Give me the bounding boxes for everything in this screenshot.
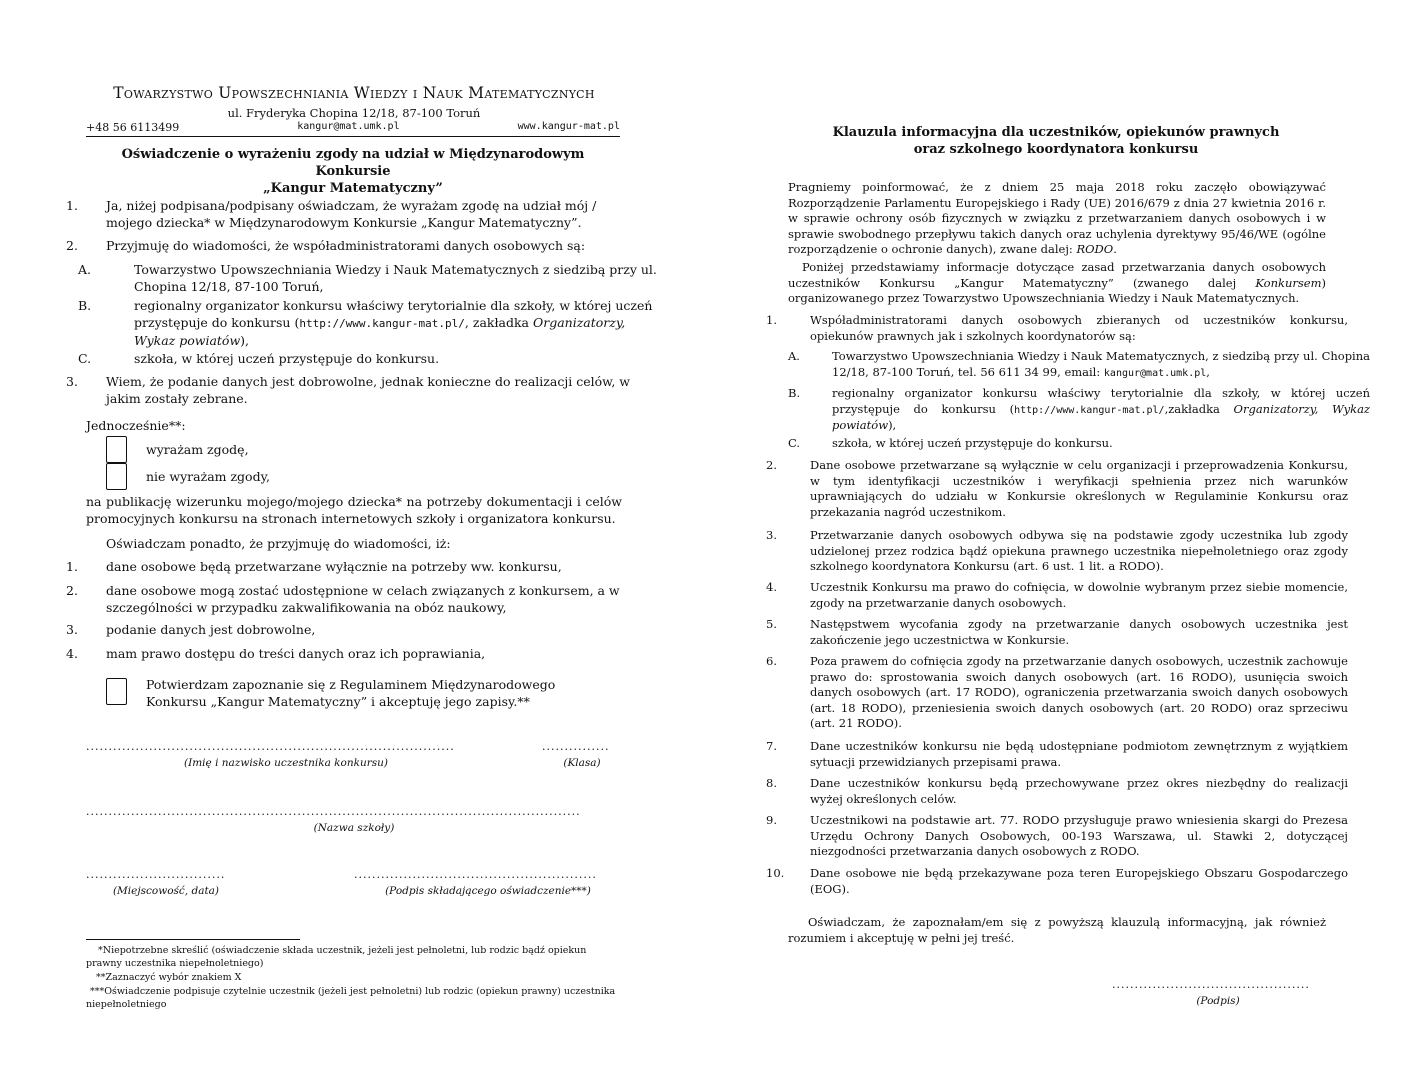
item-text: Dane uczestników konkursu będą przechowywane przez okres niezbędny do realizacji wyżej określonych celów.	[810, 776, 1348, 806]
item-italic: Organizatorzy, Wykaz powiatów	[134, 315, 626, 348]
organization-name: Towarzystwo Upowszechniania Wiedzy i Nauk Matematycznych	[113, 84, 595, 102]
item-text: Uczestnikowi na podstawie art. 77. RODO przysługuje prawo wniesienia skargi do Prezesa Urzędu Ochrony Danych Osobowych, 00-193 Warszawa, ul. Stawki 2, dotyczącej niezgodności przetwarzania danych osobowych z RODO.	[810, 813, 1348, 858]
url-link[interactable]: http://www.kangur-mat.pl/	[299, 317, 465, 330]
consent-yes-checkbox[interactable]	[106, 436, 127, 463]
item-text: Przetwarzanie danych osobowych odbywa się na podstawie zgody uczestnika lub zgody udzielonej przez rodzica bądź opiekuna prawnego uczestnika niepełnoletniego oraz zgody szkolnego koordynatora Konkursu (art. 6 ust. 1 lit. a RODO).	[810, 528, 1348, 573]
publication-text: na publikację wizerunku mojego/mojego dziecka* na potrzeby dokumentacji i celów promocyjnych konkursu na stronach internetowych szkoły i organizatora konkursu.	[86, 494, 622, 526]
item-text: Ja, niżej podpisana/podpisany oświadczam, że wyrażam zgodę na udział mój / mojego dziecka* w Międzynarodowym Konkursie „Kangur Matematyczny”.	[106, 198, 597, 230]
school-caption: (Nazwa szkoły)	[313, 822, 395, 834]
name-signature-line[interactable]: ..................................................................................	[86, 740, 455, 753]
consent-no-label: nie wyrażam zgody,	[146, 469, 270, 484]
class-caption: (Klasa)	[563, 757, 601, 769]
signature-line[interactable]: ............................................	[1112, 978, 1310, 991]
declarant-signature-line[interactable]: ......................................................	[354, 868, 597, 881]
school-signature-line[interactable]: ..............................................................................................................	[86, 805, 581, 818]
item-text: dane osobowe mogą zostać udostępnione w celach związanych z konkursem, a w szczególności w przypadku zakwalifikowania na obóz naukowy,	[106, 583, 620, 615]
header-rule	[86, 136, 620, 137]
item-text: Poza prawem do cofnięcia zgody na przetwarzanie danych osobowych, uczestnik zachowuje prawo do: sprostowania swoich danych osobowych (art. 16 RODO), usunięcia swoich danych osobowych (art. 17 RODO), ograniczenia przetwarzania swoich danych osobowych (art. 18 RODO), przeniesienia swoich danych osobowych (art. 20 RODO) oraz sprzeciwu (art. 21 RODO).	[810, 654, 1348, 730]
item-text: ,zakładka	[1164, 401, 1234, 416]
intro-text: ) organizowanego przez Towarzystwo Upowszechniania Wiedzy i Nauk Matematycznych.	[788, 275, 1326, 305]
clause-item: 1. Współadministratorami danych osobowych zbieranych od uczestników konkursu, opiekunów prawnych jak i szkolnych koordynatorów są:	[766, 313, 1348, 343]
organization-address: ul. Fryderyka Chopina 12/18, 87-100 Toruń	[227, 106, 481, 120]
item-text: Dane osobowe przetwarzane są wyłącznie w celu organizacji i przeprowadzenia Konkursu, w tym identyfikacji uczestników i weryfikacji spełnienia przez nich warunków uprawniających do udziału w Konkursie określonych w Regulaminie Konkursu oraz przekazania nagród uczestnikom.	[810, 458, 1348, 519]
clause-item: 7. Dane uczestników konkursu nie będą udostępniane podmiotom zewnętrznym z wyjątkiem sytuacji przewidzianych przepisami prawa.	[766, 739, 1348, 769]
item-text: Wiem, że podanie danych jest dobrowolne, jednak konieczne do realizacji celów, w jakim zostały zebrane.	[106, 374, 630, 406]
signature-caption: (Podpis)	[1196, 995, 1240, 1007]
list-item: A. Towarzystwo Upowszechniania Wiedzy i Nauk Matematycznych z siedzibą przy ul. Chopina 12/18, 87-100 Toruń,	[78, 262, 657, 294]
intro-text: Poniżej przedstawiamy informacje dotyczące zasad przetwarzania danych osobowych uczestników Konkursu „Kangur Matematyczny” (zwanego dalej	[788, 260, 1326, 290]
place-date-caption: (Miejscowość, data)	[112, 885, 220, 897]
class-signature-line[interactable]: ...............	[542, 740, 610, 753]
phone-number: +48 56 6113499	[86, 121, 180, 134]
footnote-1: *Niepotrzebne skreślić (oświadczenie składa uczestnik, jeżeli jest pełnoletni, lub rodzic bądź opiekun prawny uczestnika niepełnoletniego)	[86, 945, 587, 969]
footnote-3: ***Oświadczenie podpisuje czytelnie uczestnik (jeżeli jest pełnoletni) lub rodzic (opiekun prawny) uczestnika niepełnoletniego	[86, 986, 616, 1010]
clause-item: 9. Uczestnikowi na podstawie art. 77. RODO przysługuje prawo wniesienia skargi do Prezesa Urzędu Ochrony Danych Osobowych, 00-193 Warszawa, ul. Stawki 2, dotyczącej niezgodności przetwarzania danych osobowych z RODO.	[766, 813, 1348, 858]
item-text: Współadministratorami danych osobowych zbieranych od uczestników konkursu, opiekunów prawnych jak i szkolnych koordynatorów są:	[810, 313, 1348, 343]
email-address[interactable]: kangur@mat.umk.pl	[1103, 367, 1207, 379]
item-text: ),	[888, 418, 897, 432]
title-line-1: Oświadczenie o wyrażeniu zgody na udział w Międzynarodowym Konkursie	[121, 147, 585, 179]
footnote-2: **Zaznaczyć wybór znakiem X	[96, 972, 242, 983]
list-item: 4. mam prawo dostępu do treści danych oraz ich poprawiania,	[66, 646, 486, 661]
clause-item: B. regionalny organizator konkursu właściwy terytorialnie dla szkoły, w której uczeń przystępuje do konkursu (http://www.kangur-mat.pl/,zakładka Organizatorzy, Wykaz powiatów),	[788, 386, 1370, 432]
declarant-signature-caption: (Podpis składającego oświadczenie***)	[385, 885, 591, 897]
item-text: regionalny organizator konkursu właściwy terytorialnie dla szkoły, w której uczeń przystępuje do konkursu (	[832, 386, 1370, 416]
clause-title	[786, 124, 1326, 158]
list-item: 1. Ja, niżej podpisana/podpisany oświadczam, że wyrażam zgodę na udział mój / mojego dziecka* w Międzynarodowym Konkursie „Kangur Matematyczny”.	[66, 198, 597, 230]
list-item: C. szkoła, w której uczeń przystępuje do konkursu.	[78, 351, 440, 366]
item-text: Przyjmuję do wiadomości, że współadministratorami danych osobowych są:	[106, 238, 586, 253]
name-caption: (Imię i nazwisko uczestnika konkursu)	[183, 757, 389, 769]
item-text: mam prawo dostępu do treści danych oraz ich poprawiania,	[106, 646, 486, 661]
list-item: 3. Wiem, że podanie danych jest dobrowolne, jednak konieczne do realizacji celów, w jakim zostały zebrane.	[66, 374, 630, 406]
title-line-1: Klauzula informacyjna dla uczestników, opiekunów prawnych	[832, 125, 1280, 140]
url-link[interactable]: http://www.kangur-mat.pl/	[1014, 404, 1165, 416]
item-text: Następstwem wycofania zgody na przetwarzanie danych osobowych uczestnika jest zakończenie jego uczestnictwa w Konkursie.	[810, 617, 1348, 647]
item-text: szkoła, w której uczeń przystępuje do konkursu.	[832, 436, 1113, 450]
closing-statement: Oświadczam, że zapoznałam/em się z powyższą klauzulą informacyjną, jak również rozumiem i akceptuję w pełni jej treść.	[788, 915, 1326, 945]
consent-no-checkbox[interactable]	[106, 463, 127, 490]
consent-yes-label: wyrażam zgodę,	[146, 442, 249, 457]
clause-item: 10. Dane osobowe nie będą przekazywane poza teren Europejskiego Obszaru Gospodarczego (EOG).	[766, 866, 1348, 896]
item-text: Dane osobowe nie będą przekazywane poza teren Europejskiego Obszaru Gospodarczego (EOG).	[810, 866, 1348, 896]
title-line-2: „Kangur Matematyczny”	[263, 181, 443, 196]
list-item: 2. Przyjmuję do wiadomości, że współadministratorami danych osobowych są:	[66, 238, 586, 253]
clause-item: 8. Dane uczestników konkursu będą przechowywane przez okres niezbędny do realizacji wyżej określonych celów.	[766, 776, 1348, 806]
item-text: dane osobowe będą przetwarzane wyłącznie na potrzeby ww. konkursu,	[106, 559, 562, 574]
intro-text: Pragniemy poinformować, że z dniem 25 maja 2018 roku zaczęło obowiązywać Rozporządzenie Parlamentu Europejskiego i Rady (UE) 2016/679 z dnia 27 kwietnia 2016 r. w sprawie ochrony osób fizycznych w związku z przetwarzaniem danych osobowych i w sprawie swobodnego przepływu takich danych oraz uchylenia dyrektywy 95/46/WE (ogólne rozporządzenie o ochronie danych), zwane dalej:	[788, 180, 1326, 256]
item-text: podanie danych jest dobrowolne,	[106, 622, 316, 637]
consent-title	[86, 146, 620, 197]
item-text: Dane uczestników konkursu nie będą udostępniane podmiotom zewnętrznym z wyjątkiem sytuacji przewidzianych przepisami prawa.	[810, 739, 1348, 769]
clause-item: C. szkoła, w której uczeń przystępuje do konkursu.	[788, 436, 1113, 450]
clause-item: 4. Uczestnik Konkursu ma prawo do cofnięcia, w dowolnie wybranym przez siebie momencie, zgody na przetwarzanie danych osobowych.	[766, 580, 1348, 610]
item-text: Uczestnik Konkursu ma prawo do cofnięcia, w dowolnie wybranym przez siebie momencie, zgody na przetwarzanie danych osobowych.	[810, 580, 1348, 610]
website-address: www.kangur-mat.pl	[517, 121, 620, 132]
list-item: 3. podanie danych jest dobrowolne,	[66, 622, 316, 637]
list-item: 1. dane osobowe będą przetwarzane wyłącznie na potrzeby ww. konkursu,	[66, 559, 562, 574]
item-italic: Organizatorzy, Wykaz powiatów	[832, 401, 1370, 432]
footnote-rule	[86, 939, 300, 940]
item-text: ),	[240, 333, 250, 348]
list-item: 2. dane osobowe mogą zostać udostępnione w celach związanych z konkursem, a w szczególności w przypadku zakwalifikowania na obóz naukowy,	[66, 583, 620, 615]
title-line-2: oraz szkolnego koordynatora konkursu	[913, 142, 1199, 157]
item-text: , zakładka	[464, 315, 533, 330]
place-date-line[interactable]: ...............................	[86, 868, 226, 881]
statement-intro: Oświadczam ponadto, że przyjmuję do wiadomości, iż:	[106, 536, 451, 551]
list-item: B. regionalny organizator konkursu właściwy terytorialnie dla szkoły, w której uczeń przystępuje do konkursu (http://www.kangur-mat.pl/, zakładka Organizatorzy, Wykaz powiatów),	[78, 298, 653, 348]
item-text: Towarzystwo Upowszechniania Wiedzy i Nauk Matematycznych z siedzibą przy ul. Chopina 12/18, 87-100 Toruń,	[134, 262, 657, 294]
item-text: szkoła, w której uczeń przystępuje do konkursu.	[134, 351, 440, 366]
intro-paragraph-1: Pragniemy poinformować, że z dniem 25 maja 2018 roku zaczęło obowiązywać Rozporządzenie Parlamentu Europejskiego i Rady (UE) 2016/679 z dnia 27 kwietnia 2016 r. w sprawie ochrony osób fizycznych w związku z przetwarzaniem danych osobowych i w sprawie swobodnego przepływu takich danych oraz uchylenia dyrektywy 95/46/WE (ogólne rozporządzenie o ochronie danych), zwane dalej: RODO.	[788, 180, 1326, 256]
contact-line	[86, 121, 620, 134]
intro-paragraph-2	[788, 260, 1326, 307]
clause-item: A. Towarzystwo Upowszechniania Wiedzy i Nauk Matematycznych, z siedzibą przy ul. Chopina 12/18, 87-100 Toruń, tel. 56 611 34 99, email: kangur@mat.umk.pl,	[788, 349, 1370, 379]
konkurs-term: Konkursem	[1255, 275, 1322, 290]
clause-item: 3. Przetwarzanie danych osobowych odbywa się na podstawie zgody uczestnika lub zgody udzielonej przez rodzica bądź opiekuna prawnego uczestnika niepełnoletniego oraz zgody szkolnego koordynatora Konkursu (art. 6 ust. 1 lit. a RODO).	[766, 528, 1348, 573]
item-text: regionalny organizator konkursu właściwy terytorialnie dla szkoły, w której uczeń przystępuje do konkursu (	[134, 298, 653, 330]
regulations-text: Potwierdzam zapoznanie się z Regulaminem Międzynarodowego Konkursu „Kangur Matematyczny” i akceptuję jego zapisy.**	[146, 677, 556, 709]
clause-item: 5. Następstwem wycofania zgody na przetwarzanie danych osobowych uczestnika jest zakończenie jego uczestnictwa w Konkursie.	[766, 617, 1348, 647]
jednoczesnie-label: Jednocześnie**:	[86, 418, 186, 433]
regulations-checkbox[interactable]	[106, 678, 127, 705]
item-text: Towarzystwo Upowszechniania Wiedzy i Nauk Matematycznych, z siedzibą przy ul. Chopina 12/18, 87-100 Toruń, tel. 56 611 34 99, email:	[832, 349, 1370, 379]
email-address: kangur@mat.umk.pl	[297, 121, 400, 132]
clause-item: 6. Poza prawem do cofnięcia zgody na przetwarzanie danych osobowych, uczestnik zachowuje prawo do: sprostowania swoich danych osobowych (art. 16 RODO), usunięcia swoich danych osobowych (art. 17 RODO), ograniczenia przetwarzania swoich danych osobowych (art. 18 RODO), przeniesienia swoich danych osobowych (art. 20 RODO) oraz sprzeciwu (art. 21 RODO).	[766, 654, 1348, 730]
clause-item: 2. Dane osobowe przetwarzane są wyłącznie w celu organizacji i przeprowadzenia Konkursu, w tym identyfikacji uczestników i weryfikacji spełnienia przez nich warunków uprawniających do udziału w Konkursie określonych w Regulaminie Konkursu oraz przekazania nagród uczestnikom.	[766, 458, 1348, 519]
rodo-term: RODO	[1076, 242, 1114, 256]
